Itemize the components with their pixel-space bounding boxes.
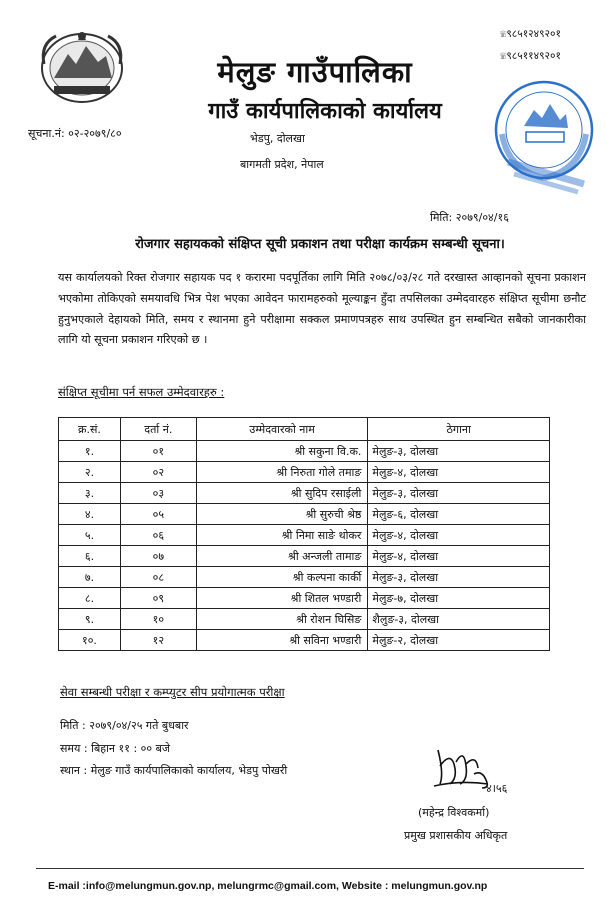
phone-number-2: ☏९८५११४९२०१ — [500, 50, 561, 62]
cell-serial: ७. — [59, 567, 121, 588]
cell-address: मेलुङ-६, दोलखा — [368, 504, 550, 525]
footer-divider — [36, 868, 584, 869]
nepal-emblem-icon — [36, 24, 128, 106]
cell-name: श्री सुदिप रसाईली — [196, 483, 368, 504]
cell-name: श्री सविना भण्डारी — [196, 630, 368, 651]
cell-name: श्री निमा साङे थोकर — [196, 525, 368, 546]
cell-name: श्री निरुता गोले तमाङ — [196, 462, 368, 483]
table-row — [59, 567, 550, 588]
municipality-title: मेलुङ गाउँपालिका — [217, 55, 413, 89]
cell-reg-no: १२ — [120, 630, 196, 651]
cell-address: मेलुङ-४, दोलखा — [368, 525, 550, 546]
col-header-name: उम्मेदवारको नाम — [196, 418, 368, 441]
cell-address: मेलुङ-३, दोलखा — [368, 483, 550, 504]
footer-contact: E-mail :info@melungmun.gov.np, melungrmc@gmail.com, Website : melungmun.gov.np — [48, 880, 488, 892]
cell-address: मेलुङ-३, दोलखा — [368, 567, 550, 588]
cell-reg-no: ०५ — [120, 504, 196, 525]
notice-body: यस कार्यालयको रिक्त रोजगार सहायक पद १ करारमा पदपूर्तिका लागि मिति २०७८/०३/२८ गते दरखास्त आव्हानको सूचना प्रकाशन भएकोमा तोकिएको समयावधि भित्र पेश भएका आवेदन फारामहरुको मूल्याङ्कन हुँदा तपसिलका उम्मेदवारहरु संक्षिप्त सूचीमा छनौट हुनुभएकाले देहायको मिति, समय र स्थानमा हुने परीक्षामा सक्कल प्रमाणपत्रहरु साथ उपस्थित हुन सम्बन्धित सबैको जानकारीका लागि यो सूचना प्रकाशन गरिएको छ । — [58, 271, 586, 347]
cell-serial: ४. — [59, 504, 121, 525]
exam-heading: सेवा सम्बन्धी परीक्षा र कम्प्युटर सीप प्रयोगात्मक परीक्षा — [60, 685, 285, 699]
table-row — [59, 546, 550, 567]
signatory-title: प्रमुख प्रशासकीय अधिकृत — [404, 829, 508, 842]
address-line-2: बागमती प्रदेश, नेपाल — [240, 158, 324, 171]
col-header-address: ठेगाना — [368, 418, 550, 441]
exam-place: स्थान : मेलुङ गाउँ कार्यपालिकाको कार्यालय, भेडपु पोखरी — [60, 764, 288, 777]
cell-name: श्री सुरुची श्रेष्ठ — [196, 504, 368, 525]
cell-reg-no: ०८ — [120, 567, 196, 588]
exam-time: समय : बिहान ११ : ०० बजे — [60, 742, 171, 755]
notice-number: सूचना.नं: ०२-२०७९/८० — [28, 127, 122, 140]
address-line-1: भेडपु, दोलखा — [250, 132, 305, 145]
cell-reg-no: ०९ — [120, 588, 196, 609]
col-header-serial: क्र.सं. — [59, 418, 121, 441]
cell-reg-no: ०३ — [120, 483, 196, 504]
cell-reg-no: ०७ — [120, 546, 196, 567]
signature-mark — [430, 744, 510, 794]
cell-address: मेलुङ-२, दोलखा — [368, 630, 550, 651]
cell-address: शैलुङ-३, दोलखा — [368, 609, 550, 630]
cell-name: श्री सकुना वि.क. — [196, 441, 368, 462]
cell-serial: १. — [59, 441, 121, 462]
table-row — [59, 483, 550, 504]
table-row — [59, 630, 550, 651]
cell-name: श्री रोशन घिसिङ — [196, 609, 368, 630]
office-subtitle: गाउँ कार्यपालिकाको कार्यालय — [208, 99, 442, 124]
cell-address: मेलुङ-७, दोलखा — [368, 588, 550, 609]
cell-name: श्री अन्जली तामाङ — [196, 546, 368, 567]
cell-serial: १०. — [59, 630, 121, 651]
cell-reg-no: ०२ — [120, 462, 196, 483]
exam-date: मिति : २०७९/०४/२५ गते बुधबार — [60, 719, 189, 732]
cell-address: मेलुङ-४, दोलखा — [368, 462, 550, 483]
cell-address: मेलुङ-३, दोलखा — [368, 441, 550, 462]
table-row — [59, 462, 550, 483]
phone-number-1: ☏९८५१२४९२०१ — [500, 28, 561, 40]
cell-serial: ६. — [59, 546, 121, 567]
col-header-reg-no: दर्ता नं. — [120, 418, 196, 441]
svg-text:४।५६: ४।५६ — [486, 782, 508, 794]
notice-date: मिति: २०७९/०४/१६ — [430, 211, 509, 224]
cell-serial: ३. — [59, 483, 121, 504]
cell-serial: ५. — [59, 525, 121, 546]
table-row — [59, 609, 550, 630]
table-row — [59, 504, 550, 525]
cell-serial: ८. — [59, 588, 121, 609]
office-seal-stamp — [488, 74, 600, 198]
shortlist-heading: संक्षिप्त सूचीमा पर्न सफल उम्मेदवारहरु : — [58, 385, 225, 399]
cell-serial: २. — [59, 462, 121, 483]
cell-address: मेलुङ-४, दोलखा — [368, 546, 550, 567]
table-row — [59, 525, 550, 546]
table-row — [59, 588, 550, 609]
cell-reg-no: ०६ — [120, 525, 196, 546]
cell-serial: ९. — [59, 609, 121, 630]
cell-reg-no: १० — [120, 609, 196, 630]
cell-name: श्री शितल भण्डारी — [196, 588, 368, 609]
cell-reg-no: ०१ — [120, 441, 196, 462]
cell-name: श्री कल्पना कार्की — [196, 567, 368, 588]
table-header-row — [59, 418, 550, 441]
candidate-table — [58, 417, 550, 651]
signatory-name: (महेन्द्र विश्वकर्मा) — [418, 806, 490, 819]
table-row — [59, 441, 550, 462]
notice-heading: रोजगार सहायकको संक्षिप्त सूची प्रकाशन तथा परीक्षा कार्यक्रम सम्बन्धी सूचना। — [135, 237, 505, 252]
